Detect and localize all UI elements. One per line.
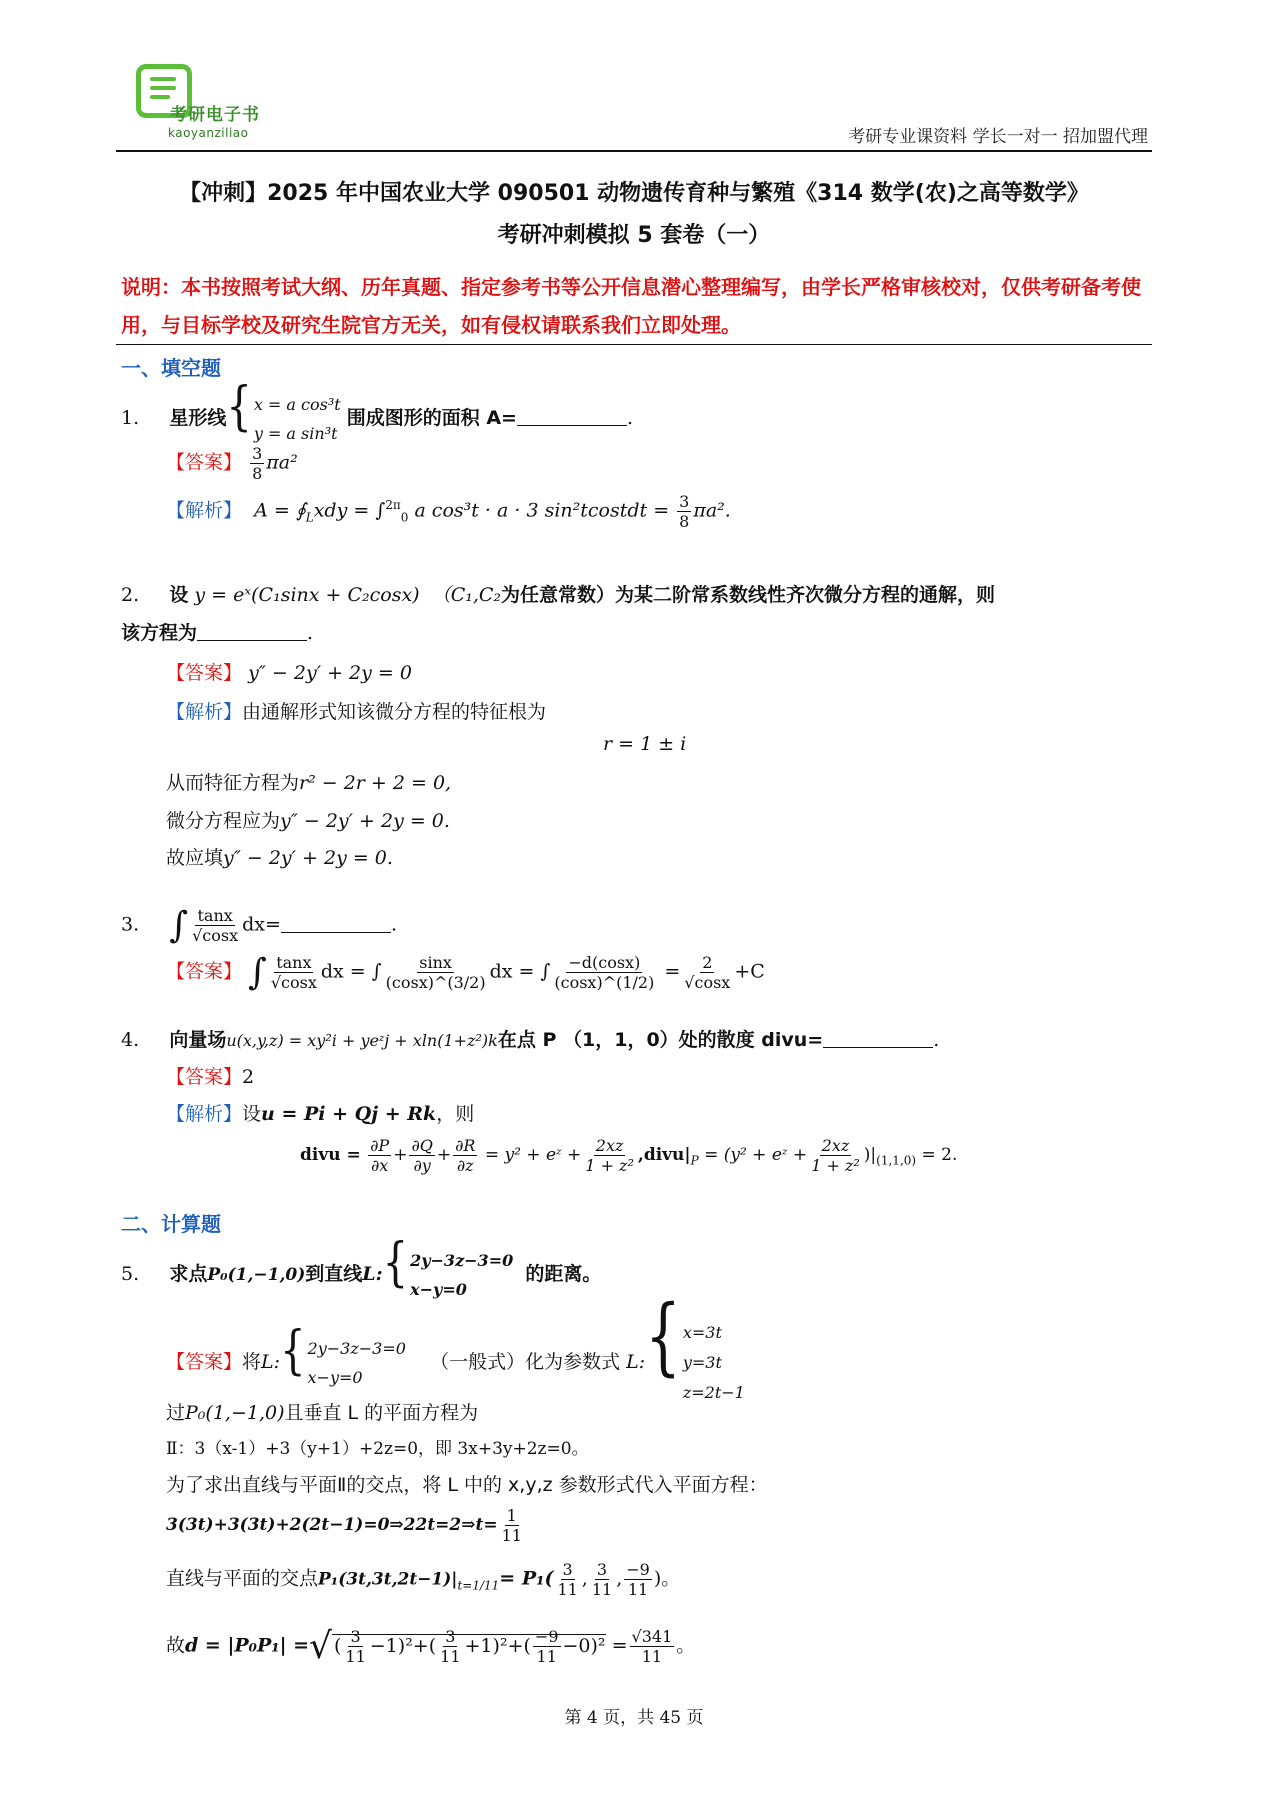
frac-den: 11 bbox=[641, 1647, 663, 1666]
q1-a-rest: a cos³t · a · 3 sin²tcostdt = bbox=[414, 499, 670, 522]
q5-sys-row1: 2y−3z−3=0 bbox=[410, 1251, 514, 1270]
frac-den: (cosx)^(3/2) bbox=[385, 973, 486, 992]
q1-a-mid: xdy = ∫ bbox=[313, 499, 386, 522]
q3-a-c: +C bbox=[734, 960, 765, 983]
question-number: 4. bbox=[121, 1029, 140, 1051]
q4-a-tail: ，则 bbox=[436, 1103, 475, 1125]
q5-l4-frac bbox=[500, 1506, 524, 1545]
frac-num: 3 bbox=[445, 1627, 456, 1646]
q5-point: P₀(1,−1,0) bbox=[207, 1265, 306, 1285]
q2-end: . bbox=[307, 622, 314, 644]
div-frac2 bbox=[809, 1136, 862, 1175]
q4-after: 在点 P （1，1，0）处的散度 divu= bbox=[497, 1029, 824, 1051]
q5-t3-frac bbox=[533, 1627, 561, 1666]
q5-a-sys-row1: 2y−3z−3=0 bbox=[307, 1339, 406, 1358]
q5-l5d: )。 bbox=[653, 1567, 681, 1590]
q2-line2: 该方程为 bbox=[121, 622, 198, 644]
q5-l5-frac1 bbox=[555, 1560, 579, 1599]
q3-a-dx1: dx = ∫ bbox=[320, 960, 382, 983]
q1-a-sub: L bbox=[305, 510, 314, 525]
frac-den: 11 bbox=[557, 1580, 578, 1599]
q1-answer bbox=[166, 444, 298, 483]
question-4 bbox=[121, 1025, 939, 1052]
q5-result-frac bbox=[630, 1627, 675, 1666]
div-mid2: ,divu| bbox=[637, 1145, 691, 1165]
answer-label: 【答案】 bbox=[166, 451, 243, 474]
q5-param-system: { x=3t y=3t z=2t−1 bbox=[645, 1318, 745, 1408]
q3-frac bbox=[190, 906, 240, 945]
frac-num: −d(cosx) bbox=[568, 953, 641, 972]
dr-frac bbox=[453, 1136, 477, 1175]
section-calculation: 二、计算题 bbox=[121, 1212, 221, 1236]
section-fill-blank: 一、填空题 bbox=[121, 356, 221, 380]
q5-t1-rest: −1 bbox=[369, 1634, 398, 1657]
q2-line-1 bbox=[166, 768, 451, 795]
frac-den: 11 bbox=[627, 1580, 649, 1599]
frac-num: ∂P bbox=[370, 1136, 390, 1155]
integral-sign: ∫ bbox=[248, 952, 267, 993]
frac-den: 11 bbox=[536, 1647, 557, 1666]
answer-blank bbox=[517, 407, 627, 426]
q2-analysis-text: 由通解形式知该微分方程的特征根为 bbox=[242, 701, 547, 723]
q3-a-frac3 bbox=[552, 953, 656, 992]
doc-title-line2: 考研冲刺模拟 5 套卷（一） bbox=[497, 223, 771, 248]
q3-dx: dx= bbox=[242, 913, 281, 936]
frac-den: 8 bbox=[679, 512, 690, 531]
q1-analysis bbox=[166, 492, 731, 531]
q2-analysis bbox=[166, 697, 546, 724]
q3-a-eq: = bbox=[664, 960, 681, 983]
frac-den: 11 bbox=[345, 1647, 366, 1666]
question-number: 3. bbox=[121, 913, 140, 936]
q5-to: 到直线 bbox=[305, 1263, 363, 1285]
q3-answer bbox=[166, 952, 765, 993]
answer-label: 【答案】 bbox=[166, 662, 243, 684]
notice-text: 说明：本书按照考试大纲、历年真题、指定参考书等公开信息潜心整理编写，由学长严格审核校对，仅供考研备考使用，与目标学校及研究生院官方无关，如有侵权请联系我们立即处理。 bbox=[121, 275, 1141, 337]
q2-root: r = 1 ± i bbox=[603, 733, 687, 755]
frac-den: 11 bbox=[501, 1526, 522, 1545]
frac-den: ∂z bbox=[456, 1156, 474, 1175]
q2-l3b: y″ − 2y′ + 2y = 0. bbox=[223, 847, 393, 869]
q5-param-y: y=3t bbox=[682, 1353, 722, 1372]
q1-sys-row2: y = a sin³t bbox=[253, 424, 338, 443]
q2-l1a: 从而特征方程为 bbox=[166, 772, 300, 794]
header-tagline: 考研专业课资料 学长一对一 招加盟代理 bbox=[848, 127, 1148, 147]
q5-lead: 求点 bbox=[169, 1263, 208, 1285]
q5-radicand: ( $\frac{3}{11}$ −1)²+( $\frac{3}{11}$ +1)²+( $\frac{-9}{11}$ −0)² bbox=[333, 1627, 606, 1666]
q5-l1c: 且垂直 L 的平面方程为 bbox=[284, 1402, 479, 1424]
frac-den: ∂x bbox=[371, 1156, 389, 1175]
q4-analysis bbox=[166, 1099, 474, 1126]
brand-logo bbox=[130, 60, 280, 148]
frac-den: (cosx)^(1/2) bbox=[554, 973, 655, 992]
frac-num: 3 bbox=[562, 1560, 573, 1579]
q2-l2b: y″ − 2y′ + 2y = 0. bbox=[280, 810, 450, 832]
q3-a-dx2: dx = ∫ bbox=[489, 960, 551, 983]
q2-line-2 bbox=[166, 806, 450, 833]
question-number: 1. bbox=[121, 407, 140, 429]
q2-expr: y = eˣ(C₁sinx + C₂cosx) bbox=[194, 584, 420, 606]
q5-a-system: { 2y−3z−3=0 x−y=0 bbox=[280, 1334, 406, 1392]
frac-den: 1 + z² bbox=[585, 1156, 634, 1175]
q2-l3a: 故应填 bbox=[166, 847, 224, 869]
q5-t2-rest: +1 bbox=[464, 1634, 493, 1657]
q5-line-5: 直线与平面的交点$P_1(3t,3t,2t-1)|_{t=1/11}= P_1$( $\frac{3}{11}$ , $\frac{3}{11}$ , $\frac{-9}{11}$ )。 bbox=[166, 1560, 681, 1599]
q4-lead: 向量场 bbox=[169, 1029, 227, 1051]
q4-divergence: divu = $\frac{\partial P}{\partial x}$ + $\frac{\partial Q}{\partial y}$ + $\frac{\partial R}{\partial z}$ = y² + eᶻ + $\frac{2xz}{\text{1 + z²}}$ $,divu|_P = (y^2$ + eᶻ + $\frac{2xz}{\text{1 + z²}}$ )$|_{(1,1,0)} = 2$. bbox=[300, 1136, 958, 1175]
logo-text-en: kaoyanziliao bbox=[168, 126, 249, 140]
q5-t1-frac bbox=[343, 1627, 367, 1666]
q1-system: { x = a cos³t y = a sin³t bbox=[226, 390, 340, 448]
q5-a-mid: （一般式）化为参数式 bbox=[430, 1351, 621, 1373]
frac-num: 3 bbox=[679, 492, 690, 511]
q5-l5-frac3 bbox=[624, 1560, 652, 1599]
q3-end: . bbox=[390, 913, 397, 936]
answer-label: 【答案】 bbox=[166, 1351, 243, 1373]
q3-a-frac4 bbox=[682, 953, 732, 992]
q4-answer bbox=[166, 1062, 254, 1089]
q5-line-2: Ⅱ：3（x-1）+3（y+1）+2z=0，即 3x+3y+2z=0。 bbox=[166, 1439, 589, 1459]
question-number: 2. bbox=[121, 584, 140, 606]
q1-answer-frac bbox=[250, 444, 264, 483]
question-2 bbox=[121, 580, 995, 607]
frac-num: 3 bbox=[596, 1560, 608, 1579]
q2-paren: （C₁,C₂ bbox=[431, 584, 502, 606]
frac-num: tanx bbox=[197, 906, 233, 925]
q5-l5-sub: t=1/11 bbox=[457, 1578, 500, 1593]
q5-l5b: P₁(3t,3t,2t−1)| bbox=[318, 1569, 458, 1590]
q5-l5a: 直线与平面的交点 bbox=[166, 1567, 319, 1590]
q5-t2-frac bbox=[438, 1627, 462, 1666]
q1-answer-tail: πa² bbox=[266, 451, 298, 474]
q1-end: . bbox=[626, 407, 634, 429]
q1-a-up: 2π bbox=[385, 498, 401, 513]
frac-den: 11 bbox=[591, 1580, 613, 1599]
q1-after: 围成图形的面积 A= bbox=[346, 407, 517, 429]
frac-den: 1 + z² bbox=[811, 1156, 860, 1175]
answer-blank bbox=[281, 914, 391, 933]
q5-param-x: x=3t bbox=[682, 1323, 722, 1342]
q5-l6b: d = |P₀P₁| = bbox=[185, 1634, 310, 1657]
q1-lead: 星形线 bbox=[169, 407, 227, 429]
div-result: = 2. bbox=[921, 1145, 958, 1165]
q2-answer-expr: y″ − 2y′ + 2y = 0 bbox=[248, 662, 412, 684]
div-close: )| bbox=[863, 1145, 877, 1165]
q5-l5-frac2 bbox=[590, 1560, 614, 1599]
answer-label: 【答案】 bbox=[166, 960, 243, 983]
answer-blank bbox=[823, 1029, 933, 1048]
answer-label: 【答案】 bbox=[166, 1066, 243, 1088]
frac-num: 3 bbox=[350, 1627, 361, 1646]
q5-l6-eq: = bbox=[611, 1634, 628, 1657]
q5-t3-rest: −0 bbox=[562, 1634, 591, 1657]
frac-num: 2xz bbox=[595, 1136, 624, 1155]
q5-a-lead: 将 bbox=[242, 1351, 262, 1373]
header-rule bbox=[116, 150, 1152, 152]
q4-answer-value: 2 bbox=[242, 1066, 255, 1088]
frac-num: 3 bbox=[252, 444, 263, 463]
q4-end: . bbox=[933, 1029, 940, 1051]
frac-num: ∂Q bbox=[411, 1136, 433, 1155]
analysis-label: 【解析】 bbox=[166, 499, 243, 522]
frac-num: √341 bbox=[631, 1627, 673, 1646]
q5-line-6 bbox=[166, 1626, 695, 1667]
sqrt-sign: √ bbox=[309, 1626, 332, 1667]
question-3 bbox=[121, 905, 397, 946]
div-frac1 bbox=[583, 1136, 636, 1175]
q5-system: { 2y−3z−3=0 x−y=0 bbox=[383, 1246, 514, 1304]
doc-title-line1: 【冲刺】2025 年中国农业大学 090501 动物遗传育种与繁殖《314 数学(农)之高等数学》 bbox=[179, 181, 1089, 206]
question-number: 5. bbox=[121, 1263, 140, 1285]
question-5 bbox=[121, 1233, 602, 1304]
q5-l6-end: 。 bbox=[676, 1634, 696, 1657]
q5-l5c: = P₁( bbox=[499, 1567, 554, 1590]
frac-num: tanx bbox=[276, 953, 312, 972]
frac-num: 2 bbox=[702, 953, 713, 972]
frac-num: −9 bbox=[626, 1560, 650, 1579]
div-mid: = y² + eᶻ + bbox=[484, 1145, 582, 1165]
q2-after: 为任意常数）为某二阶常系数线性齐次微分方程的通解，则 bbox=[501, 584, 996, 606]
logo-text-cn: 考研电子书 bbox=[170, 105, 260, 125]
q2-lead: 设 bbox=[169, 584, 189, 606]
q3-a-frac2 bbox=[384, 953, 488, 992]
div-sub-p: P bbox=[690, 1153, 699, 1168]
q1-a-expr: A = ∮ bbox=[254, 499, 306, 522]
q5-l6a: 故 bbox=[166, 1634, 186, 1657]
q5-sys-row2: x−y=0 bbox=[410, 1280, 467, 1299]
div-label: divu = bbox=[300, 1145, 361, 1165]
frac-num: ∂R bbox=[455, 1136, 476, 1155]
q4-a-expr: u = Pi + Qj + Rk bbox=[261, 1103, 437, 1125]
q3-a-frac1 bbox=[269, 953, 319, 992]
q5-a-L2: L: bbox=[626, 1351, 646, 1373]
frac-den: √cosx bbox=[270, 973, 317, 992]
q2-line-3 bbox=[166, 843, 393, 870]
frac-den: ∂y bbox=[413, 1156, 431, 1175]
q5-param-z: z=2t−1 bbox=[682, 1383, 745, 1402]
frac-num: 1 bbox=[506, 1506, 517, 1525]
frac-den: 8 bbox=[252, 464, 263, 483]
q5-line-1 bbox=[166, 1398, 478, 1425]
q4-expr: u(x,y,z) = xy²i + yeᶻj + xln(1+z²)k bbox=[226, 1031, 498, 1050]
q1-a-frac bbox=[677, 492, 691, 531]
frac-den: 11 bbox=[440, 1647, 461, 1666]
question-1 bbox=[121, 377, 634, 448]
q5-after: 的距离。 bbox=[525, 1263, 602, 1285]
div-sub-point: (1,1,0) bbox=[876, 1153, 917, 1168]
question-2-line2 bbox=[121, 618, 313, 645]
q1-sys-row1: x = a cos³t bbox=[253, 395, 341, 414]
q1-a-tail: πa². bbox=[693, 499, 731, 522]
frac-num: sinx bbox=[419, 953, 452, 972]
q2-l2a: 微分方程应为 bbox=[166, 810, 281, 832]
frac-num: 2xz bbox=[821, 1136, 850, 1155]
q5-a-L: L: bbox=[261, 1351, 281, 1373]
q5-a-sys-row2: x−y=0 bbox=[307, 1368, 363, 1387]
q5-line-4 bbox=[166, 1506, 526, 1545]
q5-l4-expr: 3(3t)+3(3t)+2(2t−1)=0⇒22t=2⇒t= bbox=[166, 1515, 498, 1535]
analysis-label: 【解析】 bbox=[166, 701, 243, 723]
frac-den: √cosx bbox=[192, 926, 239, 945]
q2-l1b: r² − 2r + 2 = 0, bbox=[299, 772, 452, 794]
frac-num: −9 bbox=[534, 1627, 559, 1646]
dq-frac bbox=[409, 1136, 434, 1175]
frac-den: √cosx bbox=[684, 973, 731, 992]
q5-l1b: P₀(1,−1,0) bbox=[185, 1402, 285, 1424]
notice-rule bbox=[116, 344, 1152, 345]
dp-frac bbox=[368, 1136, 391, 1175]
q1-a-low: 0 bbox=[400, 510, 409, 525]
q5-answer bbox=[166, 1288, 745, 1408]
q5-l1a: 过 bbox=[166, 1402, 186, 1424]
analysis-label: 【解析】 bbox=[166, 1103, 243, 1125]
page-footer: 第 4 页，共 45 页 bbox=[564, 1708, 704, 1728]
div-mid3: = (y² + eᶻ + bbox=[704, 1145, 808, 1165]
q5-line-3: 为了求出直线与平面Ⅱ的交点，将 L 中的 x,y,z 参数形式代入平面方程： bbox=[166, 1474, 768, 1496]
q4-a-lead: 设 bbox=[242, 1103, 262, 1125]
answer-blank bbox=[197, 622, 307, 641]
q5-L: L: bbox=[362, 1263, 383, 1285]
q2-answer bbox=[166, 658, 412, 685]
integral-sign: ∫ bbox=[169, 905, 189, 946]
